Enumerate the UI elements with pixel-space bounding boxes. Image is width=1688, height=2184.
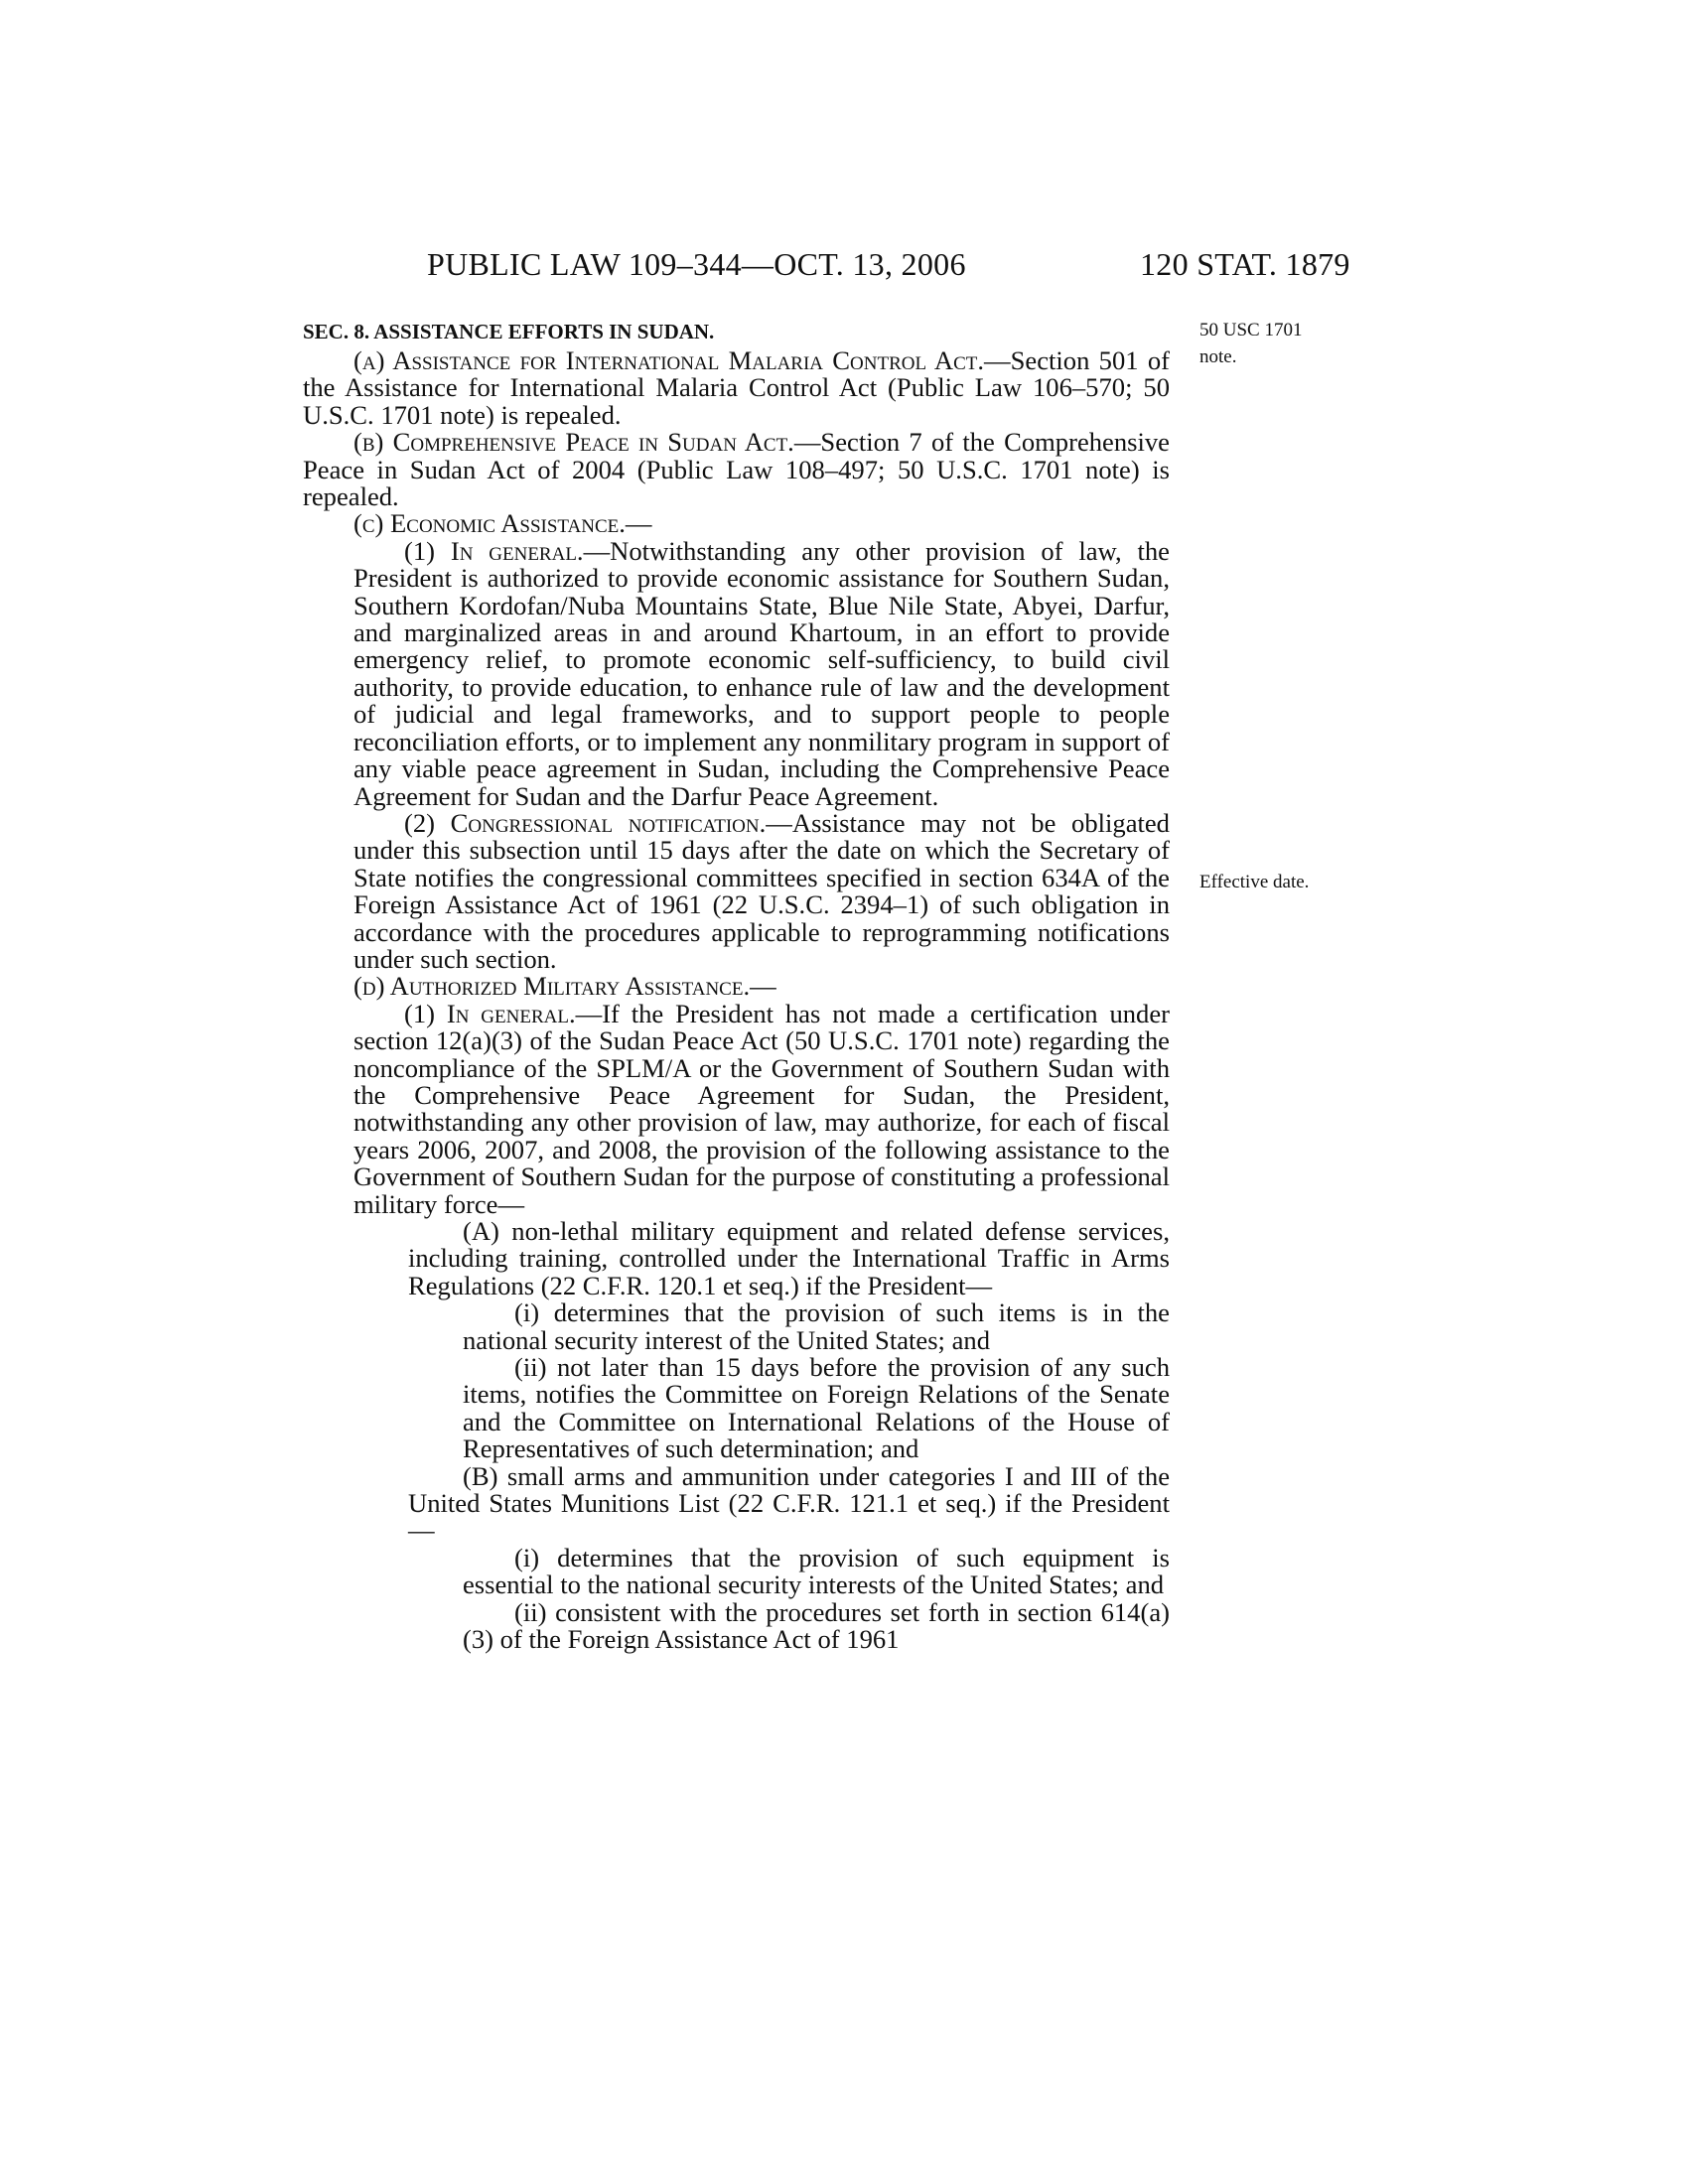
paragraph-d1-A-ii: (ii) not later than 15 days before the provision of any such items, notifies the Committee on Foreign Relations of the Senate and the Committee on International Relations of the House of Representatives of such determination; and xyxy=(463,1352,1170,1464)
paragraph-c1-heading: (1) In general.— xyxy=(404,535,611,566)
margin-note-usc-line1: 50 USC 1701 xyxy=(1199,320,1303,341)
margin-note-usc-line2: note. xyxy=(1199,346,1237,367)
paragraph-c-heading xyxy=(303,510,1170,537)
paragraph-c2 xyxy=(353,807,1170,974)
paragraph-d1-B-ii: (ii) consistent with the procedures set forth in section 614(a)(3) of the Foreign Assistance Act of 1961 xyxy=(463,1596,1170,1655)
paragraph-d1-A: (A) non-lethal military equipment and related defense services, including training, controlled under the International Traffic in Arms Regulations (22 C.F.R. 120.1 et seq.) if the President— xyxy=(408,1216,1170,1300)
running-header-left: PUBLIC LAW 109–344—OCT. 13, 2006 xyxy=(427,246,966,282)
paragraph-d1-B: (B) small arms and ammunition under categories I and III of the United States Munitions List (22 C.F.R. 121.1 et seq.) if the President— xyxy=(408,1460,1170,1546)
running-header-page-number: 120 STAT. 1879 xyxy=(1140,246,1350,282)
paragraph-c-heading-text: (c) Economic Assistance.— xyxy=(353,508,652,539)
section-body xyxy=(303,347,1170,1654)
paragraph-a-text: Section 501 of the Assistance for International Malaria Control Act (Public Law 106–570; 50 U.S.C. 1701 note) is repealed. xyxy=(303,345,1170,430)
paragraph-c1-text: Notwithstanding any other provision of law, the President is authorized to provide economic assistance for Southern Sudan, Southern Kordofan/Nuba Mountains State, Blue Nile State, Abyei, Darfur, and marginalized areas in and around Khartoum, in an effort to provide emergency relief, to promote economic self-sufficiency, to build civil authority, to provide education, to enhance rule of law and the development of judicial and legal frameworks, and to support people to people reconciliation efforts, or to implement any nonmilitary program in support of any viable peace agreement in Sudan, including the Comprehensive Peace Agreement for Sudan and the Darfur Peace Agreement. xyxy=(353,535,1170,811)
paragraph-d1 xyxy=(353,998,1170,1219)
paragraph-b xyxy=(303,429,1170,510)
paragraph-d-heading-text: (d) Authorized Military Assistance.— xyxy=(353,971,776,1002)
paragraph-c1 xyxy=(353,535,1170,811)
paragraph-c2-text: Assistance may not be obligated under this subsection until 15 days after the date on which the Secretary of State notifies the congressional committees specified in section 634A of the Foreign Assistance Act of 1961 (22 U.S.C. 2394–1) of such obligation in accordance with the procedures applicable to reprogramming notifications under such section. xyxy=(353,807,1170,974)
paragraph-d1-text: If the President has not made a certification under section 12(a)(3) of the Sudan Peace Act (50 U.S.C. 1701 note) regarding the noncompliance of the SPLM/A or the Government of Southern Sudan with the Comprehensive Peace Agreement for Sudan, the President, notwithstanding any other provision of law, may authorize, for each of fiscal years 2006, 2007, and 2008, the provision of the following assistance to the Government of Southern Sudan for the purpose of constituting a professional military force— xyxy=(353,998,1170,1219)
paragraph-a-heading: (a) Assistance for International Malaria Control Act.— xyxy=(353,345,1011,375)
paragraph-a xyxy=(303,347,1170,429)
paragraph-b-text: Section 7 of the Comprehensive Peace in Sudan Act of 2004 (Public Law 108–497; 50 U.S.C. 1701 note) is repealed. xyxy=(303,427,1170,512)
paragraph-b-heading: (b) Comprehensive Peace in Sudan Act.— xyxy=(353,427,821,458)
section-title: SEC. 8. ASSISTANCE EFFORTS IN SUDAN. xyxy=(303,320,715,343)
paragraph-d1-B-i: (i) determines that the provision of such equipment is essential to the national security interests of the United States; and xyxy=(463,1542,1170,1600)
margin-note-usc xyxy=(1199,321,1302,366)
paragraph-d1-A-i: (i) determines that the provision of such items is in the national security interest of the United States; and xyxy=(463,1297,1170,1355)
paragraph-c2-heading: (2) Congressional notification.— xyxy=(404,807,792,838)
margin-note-effective-date: Effective date. xyxy=(1199,872,1310,892)
paragraph-d1-heading: (1) In general.— xyxy=(404,998,603,1028)
paragraph-d-heading xyxy=(303,973,1170,1000)
